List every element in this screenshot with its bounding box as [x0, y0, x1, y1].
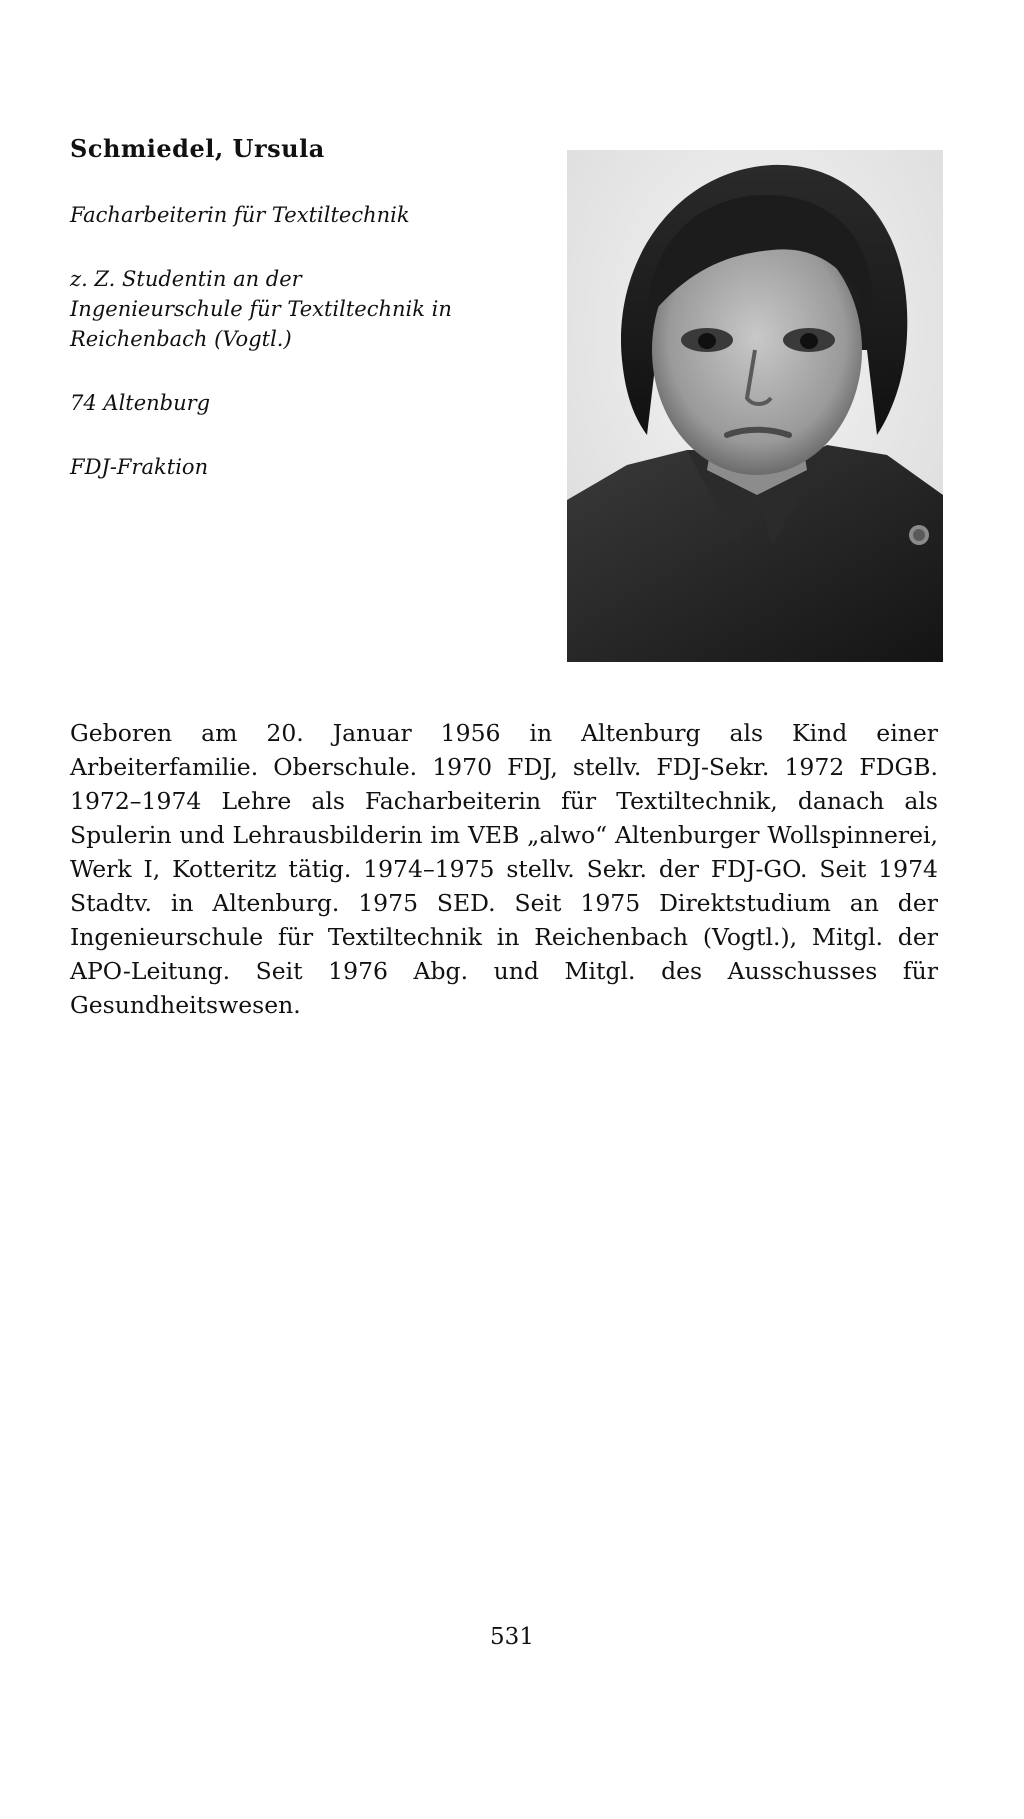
person-details	[70, 200, 540, 516]
person-name: Schmiedel, Ursula	[70, 134, 325, 163]
biography-text: Geboren am 20. Januar 1956 in Altenburg als Kind einer Arbeiterfamilie. Oberschule. 1970 FDJ, stellv. FDJ-Sekr. 1972 FDGB. 1972–1974 Lehre als Facharbeiterin für Textiltechnik, danach als Spulerin und Lehrausbilderin im VEB „alwo“ Altenburger Wollspinnerei, Werk I, Kotteritz tätig. 1974–1975 stellv. Sekr. der FDJ-GO. Seit 1974 Stadtv. in Altenburg. 1975 SED. Seit 1975 Direktstudium an der Ingenieurschule für Textiltechnik in Reichenbach (Vogtl.), Mitgl. der APO-Leitung. Seit 1976 Abg. und Mitgl. des Ausschusses für Gesundheitswesen.	[70, 719, 938, 1019]
portrait-photo-icon	[567, 150, 943, 662]
location-text: 74 Altenburg	[70, 391, 211, 415]
page-number: 531	[490, 1624, 534, 1650]
current-status-text: z. Z. Studentin an der Ingenieurschule für Textiltechnik in Reichenbach (Vogtl.)	[70, 267, 452, 351]
occupation-text: Facharbeiterin für Textiltechnik	[70, 203, 410, 227]
faction-text: FDJ-Fraktion	[70, 455, 209, 479]
